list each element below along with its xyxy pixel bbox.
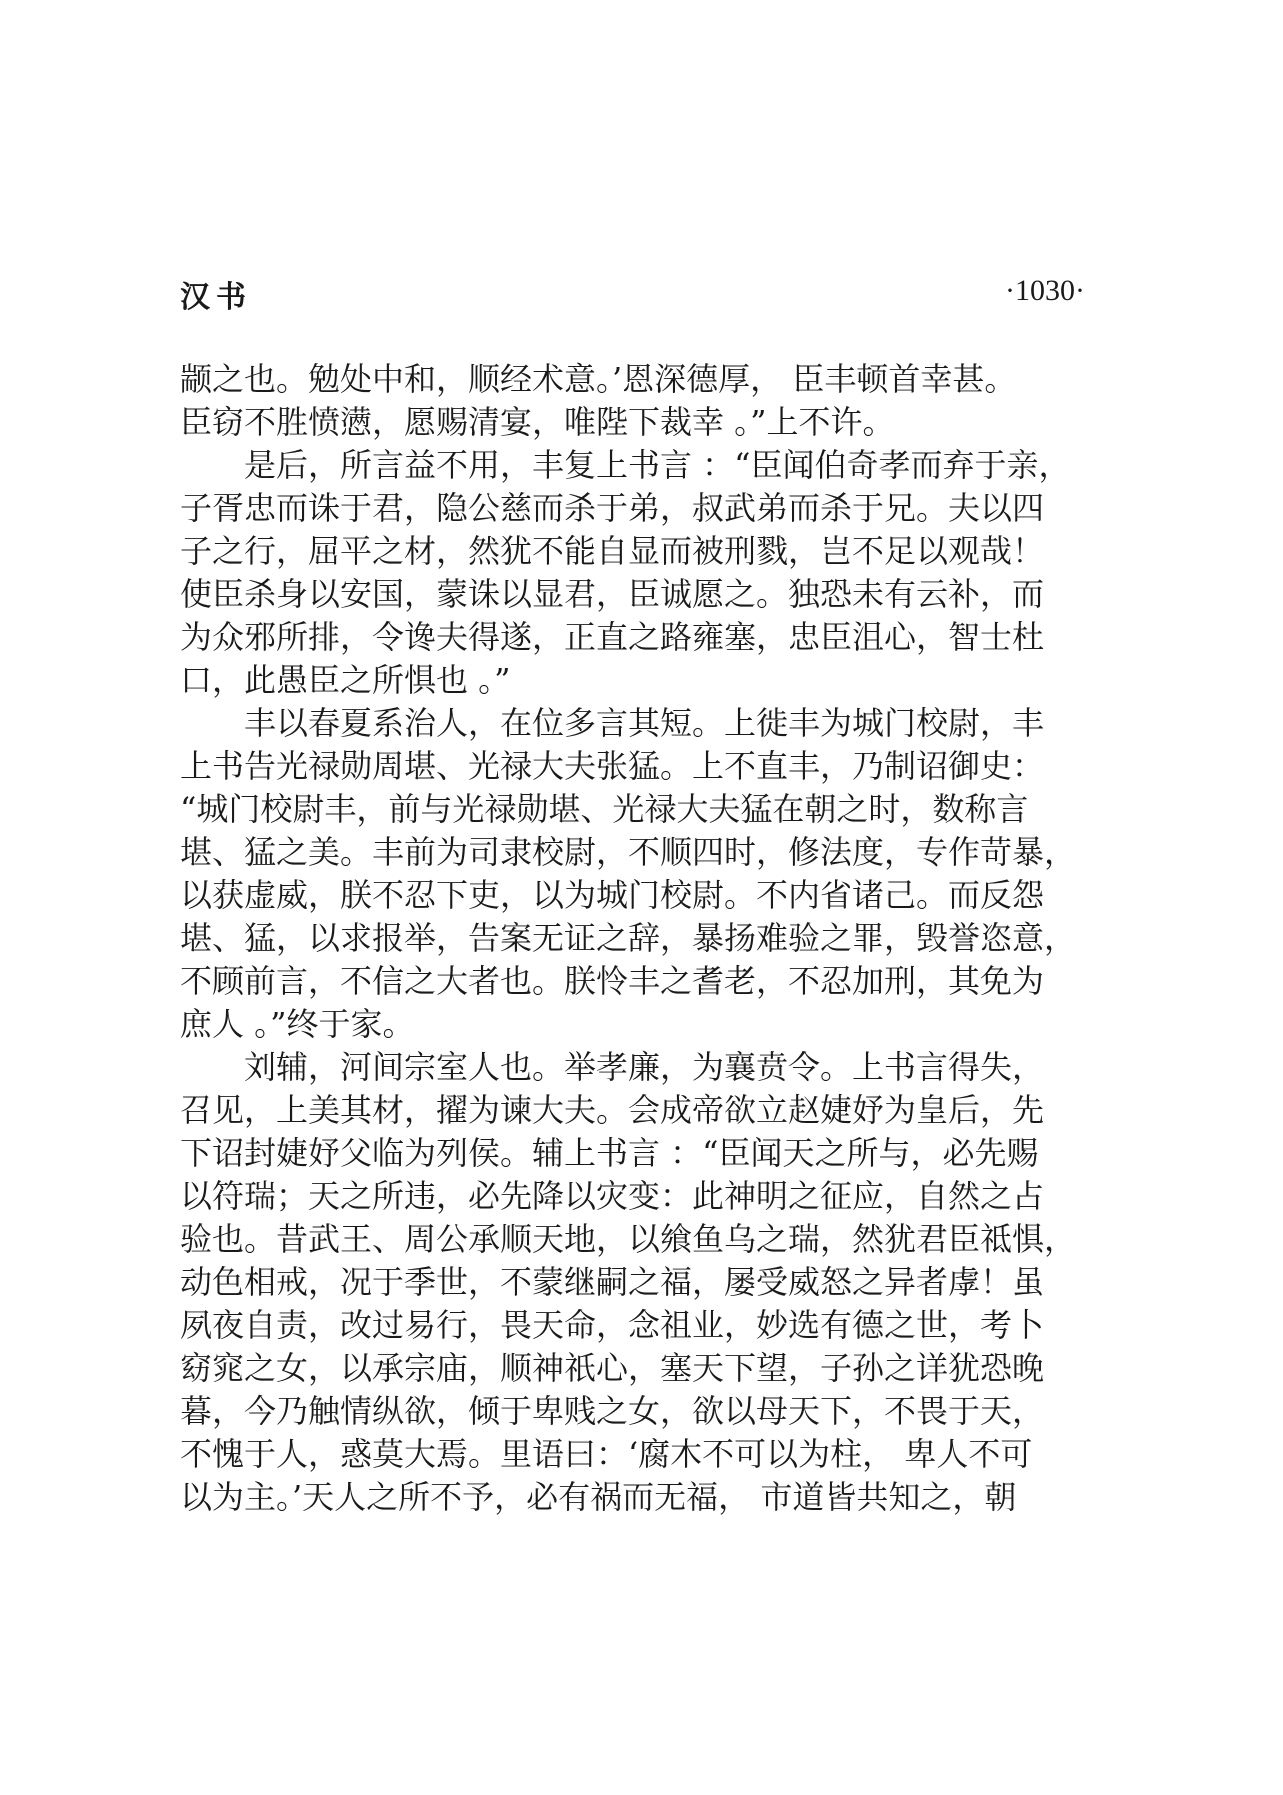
page-number: ·1030· [1005, 274, 1085, 307]
text-line: 暮，今乃触情纵欲，倾于卑贱之女，欲以母天下，不畏于天， [180, 1392, 1045, 1430]
text-line: 臣窃不胜愤懑，愿赐清宴，唯陛下裁幸 。”上不许。 [180, 403, 895, 441]
running-header [180, 272, 1085, 316]
text-line: 窈窕之女，以承宗庙，顺神祇心，塞天下望，子孙之详犹恐晚 [180, 1349, 1045, 1387]
text-line: 验也。昔武王、周公承顺天地，以飨鱼乌之瑞，然犹君臣祗惧， [180, 1220, 1077, 1258]
text-line: 庶人 。”终于家。 [180, 1005, 415, 1043]
text-line: “城门校尉丰，前与光禄勋堪、光禄大夫猛在朝之时，数称言 [180, 790, 1029, 828]
text-line: 下诏封婕妤父临为列侯。辅上书言 ：“臣闻天之所与，必先赐 [180, 1134, 1039, 1172]
paragraph-first-line: 是后，所言益不用，丰复上书言 ：“臣闻伯奇孝而弃于亲， [244, 446, 1071, 484]
text-line: 上书告光禄勋周堪、光禄大夫张猛。上不直丰，乃制诏御史： [180, 747, 1045, 785]
text-line: 口，此愚臣之所惧也 。” [180, 661, 511, 699]
text-line: 使臣杀身以安国，蒙诛以显君，臣诚愿之。独恐未有云补，而 [180, 575, 1045, 613]
paragraph-first-line: 刘辅，河间宗室人也。举孝廉，为襄贲令。上书言得失， [244, 1048, 1045, 1086]
text-line: 不顾前言，不信之大者也。朕怜丰之耆老，不忍加刑，其免为 [180, 962, 1045, 1000]
book-title: 汉书 [180, 280, 252, 315]
text-line: 夙夜自责，改过易行，畏天命，念祖业，妙选有德之世，考卜 [180, 1306, 1045, 1344]
text-line: 以符瑞；天之所违，必先降以灾变：此神明之征应，自然之占 [180, 1177, 1045, 1215]
paragraph-first-line: 丰以春夏系治人，在位多言其短。上徙丰为城门校尉，丰 [244, 704, 1045, 742]
text-line: 不愧于人，惑莫大焉。里语曰：‘腐木不可以为柱， 卑人不可 [180, 1435, 1033, 1473]
text-line: 以获虚威，朕不忍下吏，以为城门校尉。不内省诸己。而反怨 [180, 876, 1045, 914]
text-line: 以为主。’天人之所不予，必有祸而无福， 市道皆共知之，朝 [180, 1478, 1017, 1516]
text-line: 为众邪所排，令谗夫得遂，正直之路雍塞，忠臣沮心，智士杜 [180, 618, 1045, 656]
text-line: 动色相戒，况于季世，不蒙继嗣之福，屡受威怒之异者虖！虽 [180, 1263, 1045, 1301]
text-line: 子之行，屈平之材，然犹不能自显而被刑戮，岂不足以观哉！ [180, 532, 1045, 570]
text-line: 堪、猛，以求报举，告案无证之辞，暴扬难验之罪，毁誉恣意， [180, 919, 1077, 957]
text-line: 召见，上美其材，擢为谏大夫。会成帝欲立赵婕妤为皇后，先 [180, 1091, 1045, 1129]
body-text [180, 358, 1085, 1519]
text-line: 颛之也。勉处中和，顺经术意。’恩深德厚， 臣丰顿首幸甚。 [180, 360, 1017, 398]
text-line: 堪、猛之美。丰前为司隶校尉，不顺四时，修法度，专作苛暴， [180, 833, 1077, 871]
text-line: 子胥忠而诛于君，隐公慈而杀于弟，叔武弟而杀于兄。夫以四 [180, 489, 1045, 527]
